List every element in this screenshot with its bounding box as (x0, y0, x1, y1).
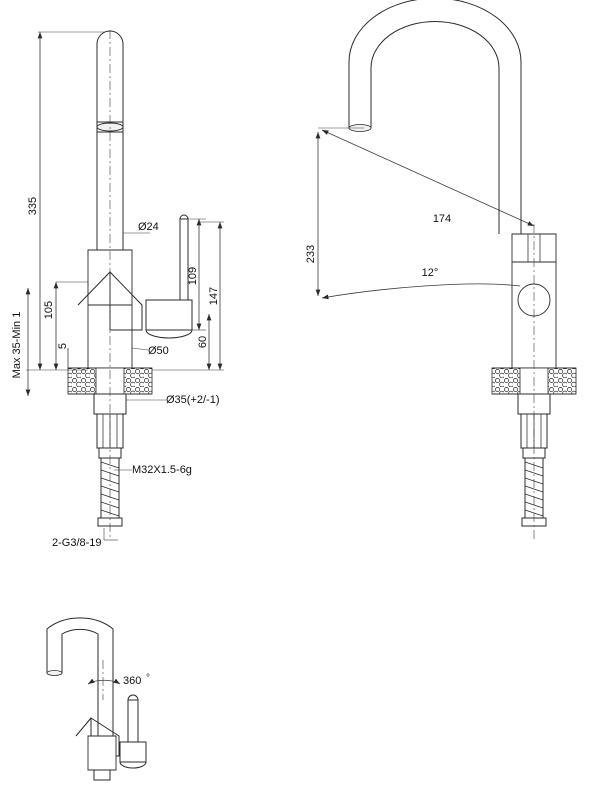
dim-hole-diameter: Ø35(+2/-1) (166, 394, 220, 406)
dim-thread-spec: M32X1.5-6g (132, 464, 192, 476)
side-view-geometry (349, 0, 576, 540)
dim-spout-diameter: Ø24 (138, 221, 159, 233)
dim-spout-height: 233 (305, 244, 317, 264)
dim-degree-symbol: ° (146, 673, 150, 684)
dim-inlet-spec: 2-G3/8-19 (52, 537, 102, 549)
dim-deck-thickness: 5 (57, 342, 69, 350)
side-view-dimensions (305, 128, 534, 298)
dim-body-height: 105 (43, 300, 55, 320)
bottom-view-dimensions (88, 660, 150, 700)
dim-lever-height: 109 (187, 266, 199, 286)
dim-swivel-range: 360 (123, 675, 142, 687)
dim-base-height: 60 (197, 335, 209, 349)
dim-body-diameter: Ø50 (148, 345, 169, 357)
dim-lever-angle: 12° (421, 267, 439, 279)
dim-overall-height: 335 (27, 196, 39, 216)
dim-total-fixture-height: 147 (208, 286, 220, 306)
dim-spout-reach: 174 (432, 213, 452, 225)
bottom-view-geometry (47, 618, 146, 780)
dim-max-min-thickness: Max 35-Min 1 (11, 311, 23, 379)
